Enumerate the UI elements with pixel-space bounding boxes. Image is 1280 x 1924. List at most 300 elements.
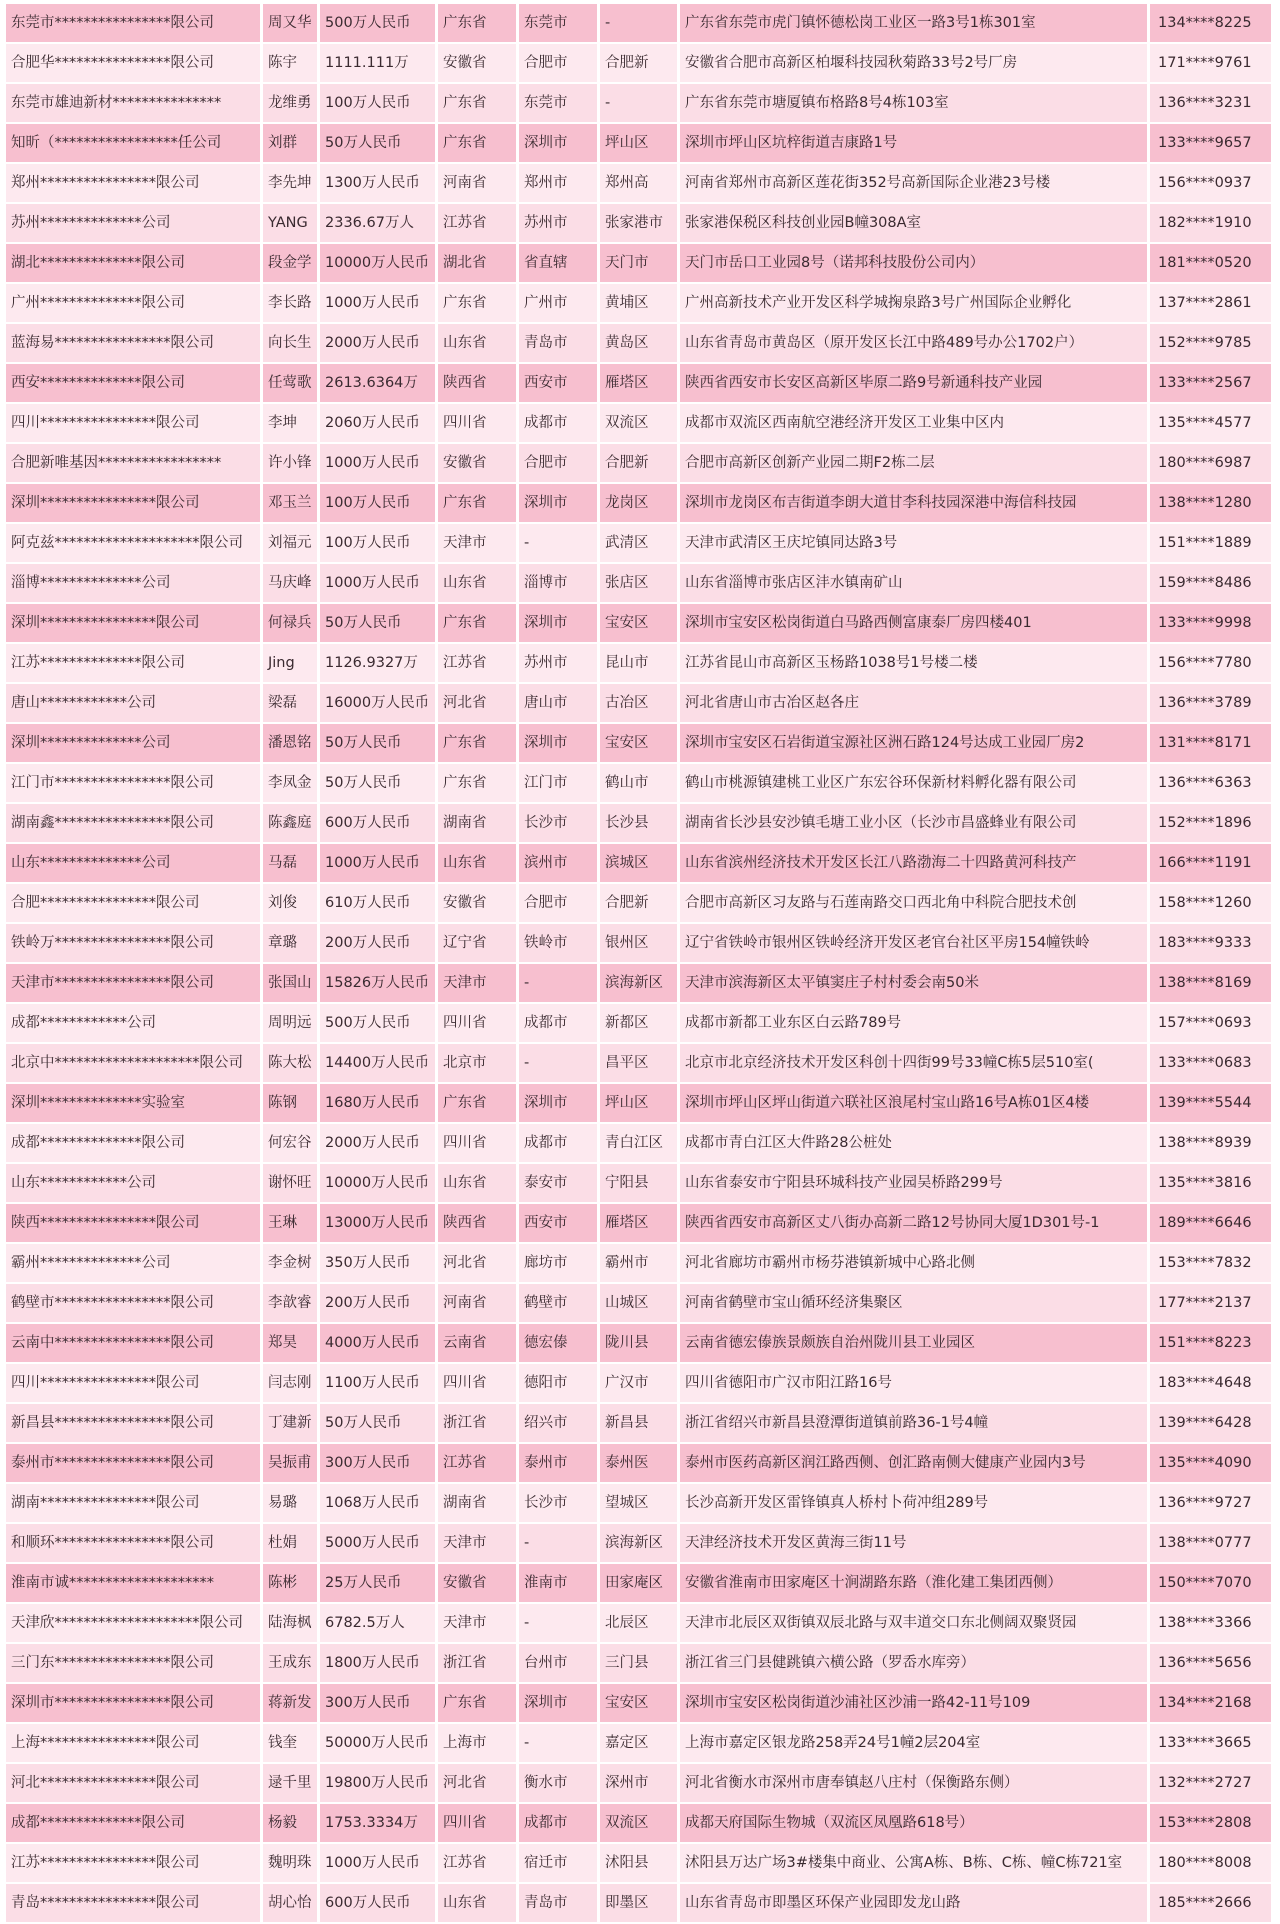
registered-capital-cell: 15826万人民币 — [320, 964, 438, 1004]
registered-capital-cell: 1000万人民币 — [320, 844, 438, 884]
registered-capital-cell: 1000万人民币 — [320, 564, 438, 604]
city-cell: 苏州市 — [519, 644, 600, 684]
address-cell: 陕西省西安市高新区丈八街办高新二路12号协同大厦1D301号-1 — [680, 1204, 1150, 1244]
district-cell: - — [600, 4, 680, 44]
table-row — [6, 1764, 1274, 1804]
city-cell: 泰安市 — [519, 1164, 600, 1204]
city-cell: 郑州市 — [519, 164, 600, 204]
province-cell: 云南省 — [438, 1324, 519, 1364]
address-cell: 广东省东莞市塘厦镇布格路8号4栋103室 — [680, 84, 1150, 124]
province-cell: 山东省 — [438, 1164, 519, 1204]
address-cell: 深圳市宝安区石岩街道宝源社区洲石路124号达成工业园厂房2 — [680, 724, 1150, 764]
city-cell: 西安市 — [519, 1204, 600, 1244]
province-cell: 四川省 — [438, 404, 519, 444]
contact-person-cell: 刘福元 — [263, 524, 320, 564]
registered-capital-cell: 2613.6364万 — [320, 364, 438, 404]
company-cell: 云南中****************限公司 — [6, 1324, 263, 1364]
phone-cell: 139****6428 — [1150, 1404, 1274, 1444]
province-cell: 广东省 — [438, 724, 519, 764]
contact-person-cell: 逯千里 — [263, 1764, 320, 1804]
district-cell: 双流区 — [600, 404, 680, 444]
table-row — [6, 684, 1274, 724]
phone-cell: 151****8223 — [1150, 1324, 1274, 1364]
registered-capital-cell: 1800万人民币 — [320, 1644, 438, 1684]
district-cell: 新都区 — [600, 1004, 680, 1044]
table-row — [6, 724, 1274, 764]
city-cell: - — [519, 964, 600, 1004]
contact-person-cell: 潘恩铭 — [263, 724, 320, 764]
address-cell: 广东省东莞市虎门镇怀德松岗工业区一路3号1栋301室 — [680, 4, 1150, 44]
phone-cell: 152****9785 — [1150, 324, 1274, 364]
city-cell: 青岛市 — [519, 324, 600, 364]
contact-person-cell: 李歆睿 — [263, 1284, 320, 1324]
table-row — [6, 1724, 1274, 1764]
district-cell: 霸州市 — [600, 1244, 680, 1284]
table-row — [6, 1684, 1274, 1724]
table-row — [6, 1124, 1274, 1164]
table-body — [6, 4, 1274, 1924]
company-cell: 泰州市****************限公司 — [6, 1444, 263, 1484]
contact-person-cell: 陈鑫庭 — [263, 804, 320, 844]
city-cell: 德宏傣 — [519, 1324, 600, 1364]
district-cell: 三门县 — [600, 1644, 680, 1684]
address-cell: 北京市北京经济技术开发区科创十四街99号33幢C栋5层510室( — [680, 1044, 1150, 1084]
phone-cell: 133****9657 — [1150, 124, 1274, 164]
district-cell: 宝安区 — [600, 724, 680, 764]
address-cell: 合肥市高新区习友路与石莲南路交口西北角中科院合肥技术创 — [680, 884, 1150, 924]
company-cell: 合肥新唯基因***************** — [6, 444, 263, 484]
district-cell: 田家庵区 — [600, 1564, 680, 1604]
phone-cell: 171****9761 — [1150, 44, 1274, 84]
registered-capital-cell: 10000万人民币 — [320, 244, 438, 284]
phone-cell: 135****3816 — [1150, 1164, 1274, 1204]
table-row — [6, 124, 1274, 164]
contact-person-cell: 王琳 — [263, 1204, 320, 1244]
phone-cell: 139****5544 — [1150, 1084, 1274, 1124]
province-cell: 四川省 — [438, 1124, 519, 1164]
registered-capital-cell: 13000万人民币 — [320, 1204, 438, 1244]
address-cell: 江苏省昆山市高新区玉杨路1038号1号楼二楼 — [680, 644, 1150, 684]
table-row — [6, 1644, 1274, 1684]
district-cell: 新昌县 — [600, 1404, 680, 1444]
registered-capital-cell: 2060万人民币 — [320, 404, 438, 444]
city-cell: 省直辖 — [519, 244, 600, 284]
contact-person-cell: 段金学 — [263, 244, 320, 284]
city-cell: 成都市 — [519, 1804, 600, 1844]
registered-capital-cell: 1000万人民币 — [320, 284, 438, 324]
registered-capital-cell: 300万人民币 — [320, 1444, 438, 1484]
registered-capital-cell: 50万人民币 — [320, 1404, 438, 1444]
address-cell: 辽宁省铁岭市银州区铁岭经济开发区老官台社区平房154幢铁岭 — [680, 924, 1150, 964]
district-cell: 山城区 — [600, 1284, 680, 1324]
registered-capital-cell: 200万人民币 — [320, 1284, 438, 1324]
province-cell: 广东省 — [438, 84, 519, 124]
city-cell: 淮南市 — [519, 1564, 600, 1604]
company-cell: 湖北**************限公司 — [6, 244, 263, 284]
registered-capital-cell: 19800万人民币 — [320, 1764, 438, 1804]
company-cell: 陕西****************限公司 — [6, 1204, 263, 1244]
district-cell: 合肥新 — [600, 44, 680, 84]
registered-capital-cell: 350万人民币 — [320, 1244, 438, 1284]
company-cell: 淄博**************公司 — [6, 564, 263, 604]
registered-capital-cell: 1100万人民币 — [320, 1364, 438, 1404]
city-cell: 滨州市 — [519, 844, 600, 884]
city-cell: 鹤壁市 — [519, 1284, 600, 1324]
company-cell: 阿克兹********************限公司 — [6, 524, 263, 564]
address-cell: 深圳市宝安区松岗街道白马路西侧富康泰厂房四楼401 — [680, 604, 1150, 644]
company-cell: 东莞市****************限公司 — [6, 4, 263, 44]
phone-cell: 183****9333 — [1150, 924, 1274, 964]
district-cell: 合肥新 — [600, 444, 680, 484]
company-cell: 和顺环****************限公司 — [6, 1524, 263, 1564]
province-cell: 广东省 — [438, 284, 519, 324]
company-cell: 郑州****************限公司 — [6, 164, 263, 204]
province-cell: 河南省 — [438, 1284, 519, 1324]
province-cell: 广东省 — [438, 4, 519, 44]
district-cell: 沭阳县 — [600, 1844, 680, 1884]
table-row — [6, 564, 1274, 604]
province-cell: 四川省 — [438, 1804, 519, 1844]
company-cell: 天津市****************限公司 — [6, 964, 263, 1004]
contact-person-cell: 邓玉兰 — [263, 484, 320, 524]
address-cell: 安徽省淮南市田家庵区十涧湖路东路（淮化建工集团西侧） — [680, 1564, 1150, 1604]
table-row — [6, 284, 1274, 324]
phone-cell: 136****6363 — [1150, 764, 1274, 804]
district-cell: 长沙县 — [600, 804, 680, 844]
address-cell: 云南省德宏傣族景颇族自治州陇川县工业园区 — [680, 1324, 1150, 1364]
phone-cell: 185****2666 — [1150, 1884, 1274, 1924]
phone-cell: 183****4648 — [1150, 1364, 1274, 1404]
registered-capital-cell: 50万人民币 — [320, 764, 438, 804]
city-cell: 淄博市 — [519, 564, 600, 604]
city-cell: 苏州市 — [519, 204, 600, 244]
registered-capital-cell: 100万人民币 — [320, 484, 438, 524]
table-row — [6, 4, 1274, 44]
district-cell: 滨海新区 — [600, 964, 680, 1004]
city-cell: 青岛市 — [519, 1884, 600, 1924]
phone-cell: 177****2137 — [1150, 1284, 1274, 1324]
province-cell: 天津市 — [438, 524, 519, 564]
company-cell: 合肥****************限公司 — [6, 884, 263, 924]
table-row — [6, 1404, 1274, 1444]
contact-person-cell: 任莺歌 — [263, 364, 320, 404]
contact-person-cell: 李凤金 — [263, 764, 320, 804]
district-cell: 滨海新区 — [600, 1524, 680, 1564]
registered-capital-cell: 610万人民币 — [320, 884, 438, 924]
contact-person-cell: 魏明珠 — [263, 1844, 320, 1884]
city-cell: 铁岭市 — [519, 924, 600, 964]
company-cell: 湖南****************限公司 — [6, 1484, 263, 1524]
city-cell: 合肥市 — [519, 444, 600, 484]
table-row — [6, 1164, 1274, 1204]
province-cell: 河北省 — [438, 1764, 519, 1804]
city-cell: 广州市 — [519, 284, 600, 324]
city-cell: 泰州市 — [519, 1444, 600, 1484]
registered-capital-cell: 2336.67万人 — [320, 204, 438, 244]
address-cell: 天门市岳口工业园8号（诺邦科技股份公司内） — [680, 244, 1150, 284]
table-row — [6, 444, 1274, 484]
registered-capital-cell: 100万人民币 — [320, 84, 438, 124]
contact-person-cell: 刘群 — [263, 124, 320, 164]
province-cell: 陕西省 — [438, 364, 519, 404]
province-cell: 安徽省 — [438, 444, 519, 484]
phone-cell: 138****0777 — [1150, 1524, 1274, 1564]
province-cell: 浙江省 — [438, 1404, 519, 1444]
province-cell: 湖南省 — [438, 804, 519, 844]
company-cell: 西安**************限公司 — [6, 364, 263, 404]
registered-capital-cell: 6782.5万人 — [320, 1604, 438, 1644]
company-cell: 知昕（*****************任公司 — [6, 124, 263, 164]
phone-cell: 138****8939 — [1150, 1124, 1274, 1164]
phone-cell: 133****2567 — [1150, 364, 1274, 404]
table-row — [6, 804, 1274, 844]
registered-capital-cell: 200万人民币 — [320, 924, 438, 964]
contact-person-cell: 王成东 — [263, 1644, 320, 1684]
district-cell: 嘉定区 — [600, 1724, 680, 1764]
registered-capital-cell: 500万人民币 — [320, 1004, 438, 1044]
registered-capital-cell: 16000万人民币 — [320, 684, 438, 724]
company-cell: 山东**************公司 — [6, 844, 263, 884]
address-cell: 天津市武清区王庆坨镇同达路3号 — [680, 524, 1150, 564]
city-cell: 深圳市 — [519, 724, 600, 764]
company-cell: 河北****************限公司 — [6, 1764, 263, 1804]
city-cell: 深圳市 — [519, 484, 600, 524]
company-cell: 新昌县****************限公司 — [6, 1404, 263, 1444]
address-cell: 泰州市医药高新区润江路西侧、创汇路南侧大健康产业园内3号 — [680, 1444, 1150, 1484]
contact-person-cell: 胡心怡 — [263, 1884, 320, 1924]
contact-person-cell: 陆海枫 — [263, 1604, 320, 1644]
phone-cell: 150****7070 — [1150, 1564, 1274, 1604]
contact-person-cell: 陈大松 — [263, 1044, 320, 1084]
table-row — [6, 1604, 1274, 1644]
city-cell: - — [519, 524, 600, 564]
district-cell: 武清区 — [600, 524, 680, 564]
contact-person-cell: 郑昊 — [263, 1324, 320, 1364]
city-cell: 长沙市 — [519, 804, 600, 844]
company-cell: 东莞市雄迪新材*************** — [6, 84, 263, 124]
phone-cell: 151****1889 — [1150, 524, 1274, 564]
table-row — [6, 84, 1274, 124]
contact-person-cell: 马磊 — [263, 844, 320, 884]
company-cell: 深圳****************限公司 — [6, 604, 263, 644]
district-cell: 黄埔区 — [600, 284, 680, 324]
contact-person-cell: 张国山 — [263, 964, 320, 1004]
table-row — [6, 1284, 1274, 1324]
address-cell: 长沙高新开发区雷锋镇真人桥村卜荷冲组289号 — [680, 1484, 1150, 1524]
company-cell: 蓝海易****************限公司 — [6, 324, 263, 364]
address-cell: 湖南省长沙县安沙镇毛塘工业小区（长沙市昌盛蜂业有限公司 — [680, 804, 1150, 844]
address-cell: 山东省滨州经济技术开发区长江八路渤海二十四路黄河科技产 — [680, 844, 1150, 884]
city-cell: 深圳市 — [519, 1684, 600, 1724]
province-cell: 江苏省 — [438, 204, 519, 244]
province-cell: 山东省 — [438, 324, 519, 364]
table-row — [6, 1564, 1274, 1604]
city-cell: 长沙市 — [519, 1484, 600, 1524]
district-cell: 望城区 — [600, 1484, 680, 1524]
address-cell: 浙江省绍兴市新昌县澄潭街道镇前路36-1号4幢 — [680, 1404, 1150, 1444]
city-cell: 绍兴市 — [519, 1404, 600, 1444]
address-cell: 成都市青白江区大件路28公桩处 — [680, 1124, 1150, 1164]
contact-person-cell: 蒋新发 — [263, 1684, 320, 1724]
table-row — [6, 524, 1274, 564]
table-row — [6, 604, 1274, 644]
table-row — [6, 324, 1274, 364]
table-row — [6, 844, 1274, 884]
company-cell: 江门市****************限公司 — [6, 764, 263, 804]
table-row — [6, 1444, 1274, 1484]
registered-capital-cell: 1753.3334万 — [320, 1804, 438, 1844]
address-cell: 深圳市坪山区坪山街道六联社区浪尾村宝山路16号A栋01区4楼 — [680, 1084, 1150, 1124]
district-cell: 张店区 — [600, 564, 680, 604]
table-row — [6, 1204, 1274, 1244]
address-cell: 广州高新技术产业开发区科学城掬泉路3号广州国际企业孵化 — [680, 284, 1150, 324]
contact-person-cell: 杨毅 — [263, 1804, 320, 1844]
city-cell: 成都市 — [519, 1124, 600, 1164]
phone-cell: 182****1910 — [1150, 204, 1274, 244]
phone-cell: 138****3366 — [1150, 1604, 1274, 1644]
contact-person-cell: 陈彬 — [263, 1564, 320, 1604]
address-cell: 陕西省西安市长安区高新区毕原二路9号新通科技产业园 — [680, 364, 1150, 404]
contact-person-cell: 向长生 — [263, 324, 320, 364]
district-cell: 昌平区 — [600, 1044, 680, 1084]
company-cell: 深圳****************限公司 — [6, 484, 263, 524]
city-cell: 宿迁市 — [519, 1844, 600, 1884]
province-cell: 四川省 — [438, 1004, 519, 1044]
address-cell: 河北省廊坊市霸州市杨芬港镇新城中心路北侧 — [680, 1244, 1150, 1284]
company-cell: 湖南鑫****************限公司 — [6, 804, 263, 844]
province-cell: 安徽省 — [438, 884, 519, 924]
phone-cell: 135****4090 — [1150, 1444, 1274, 1484]
district-cell: 坪山区 — [600, 1084, 680, 1124]
company-cell: 广州**************限公司 — [6, 284, 263, 324]
city-cell: 东莞市 — [519, 4, 600, 44]
district-cell: 合肥新 — [600, 884, 680, 924]
address-cell: 山东省青岛市黄岛区（原开发区长江中路489号办公1702户） — [680, 324, 1150, 364]
province-cell: 广东省 — [438, 764, 519, 804]
table-row — [6, 244, 1274, 284]
registered-capital-cell: 1111.111万 — [320, 44, 438, 84]
address-cell: 天津市滨海新区太平镇窦庄子村村委会南50米 — [680, 964, 1150, 1004]
district-cell: 宁阳县 — [600, 1164, 680, 1204]
registered-capital-cell: 25万人民币 — [320, 1564, 438, 1604]
contact-person-cell: 丁建新 — [263, 1404, 320, 1444]
company-cell: 唐山************公司 — [6, 684, 263, 724]
address-cell: 成都市新都工业东区白云路789号 — [680, 1004, 1150, 1044]
province-cell: 天津市 — [438, 964, 519, 1004]
table-row — [6, 1364, 1274, 1404]
registered-capital-cell: 600万人民币 — [320, 1884, 438, 1924]
company-cell: 青岛****************限公司 — [6, 1884, 263, 1924]
registered-capital-cell: 600万人民币 — [320, 804, 438, 844]
district-cell: 宝安区 — [600, 1684, 680, 1724]
province-cell: 湖北省 — [438, 244, 519, 284]
registered-capital-cell: 1000万人民币 — [320, 444, 438, 484]
company-cell: 四川****************限公司 — [6, 404, 263, 444]
phone-cell: 133****9998 — [1150, 604, 1274, 644]
address-cell: 深圳市坪山区坑梓街道吉康路1号 — [680, 124, 1150, 164]
table-row — [6, 1084, 1274, 1124]
phone-cell: 138****1280 — [1150, 484, 1274, 524]
registered-capital-cell: 50万人民币 — [320, 604, 438, 644]
province-cell: 安徽省 — [438, 44, 519, 84]
company-table — [6, 4, 1274, 1924]
province-cell: 山东省 — [438, 844, 519, 884]
province-cell: 安徽省 — [438, 1564, 519, 1604]
contact-person-cell: 李长路 — [263, 284, 320, 324]
registered-capital-cell: 5000万人民币 — [320, 1524, 438, 1564]
city-cell: 唐山市 — [519, 684, 600, 724]
province-cell: 江苏省 — [438, 1444, 519, 1484]
phone-cell: 136****3789 — [1150, 684, 1274, 724]
contact-person-cell: 谢怀旺 — [263, 1164, 320, 1204]
company-cell: 深圳市****************限公司 — [6, 1684, 263, 1724]
district-cell: 宝安区 — [600, 604, 680, 644]
address-cell: 安徽省合肥市高新区柏堰科技园秋菊路33号2号厂房 — [680, 44, 1150, 84]
district-cell: 深州市 — [600, 1764, 680, 1804]
district-cell: 泰州医 — [600, 1444, 680, 1484]
registered-capital-cell: 300万人民币 — [320, 1684, 438, 1724]
address-cell: 河北省衡水市深州市唐奉镇赵八庄村（保衡路东侧） — [680, 1764, 1150, 1804]
registered-capital-cell: 50000万人民币 — [320, 1724, 438, 1764]
province-cell: 广东省 — [438, 1684, 519, 1724]
contact-person-cell: 梁磊 — [263, 684, 320, 724]
district-cell: 昆山市 — [600, 644, 680, 684]
phone-cell: 158****1260 — [1150, 884, 1274, 924]
address-cell: 河北省唐山市古冶区赵各庄 — [680, 684, 1150, 724]
district-cell: 张家港市 — [600, 204, 680, 244]
contact-person-cell: 龙维勇 — [263, 84, 320, 124]
company-table-sheet — [6, 4, 1274, 1924]
phone-cell: 137****2861 — [1150, 284, 1274, 324]
company-cell: 江苏**************限公司 — [6, 644, 263, 684]
company-cell: 深圳**************实验室 — [6, 1084, 263, 1124]
province-cell: 广东省 — [438, 484, 519, 524]
registered-capital-cell: 2000万人民币 — [320, 1124, 438, 1164]
province-cell: 上海市 — [438, 1724, 519, 1764]
contact-person-cell: 马庆峰 — [263, 564, 320, 604]
company-cell: 天津欣********************限公司 — [6, 1604, 263, 1644]
contact-person-cell: 杜娟 — [263, 1524, 320, 1564]
table-row — [6, 1004, 1274, 1044]
district-cell: 黄岛区 — [600, 324, 680, 364]
address-cell: 浙江省三门县健跳镇六横公路（罗岙水库旁） — [680, 1644, 1150, 1684]
company-cell: 北京中********************限公司 — [6, 1044, 263, 1084]
province-cell: 四川省 — [438, 1364, 519, 1404]
province-cell: 陕西省 — [438, 1204, 519, 1244]
province-cell: 河北省 — [438, 684, 519, 724]
table-row — [6, 924, 1274, 964]
district-cell: - — [600, 84, 680, 124]
phone-cell: 180****6987 — [1150, 444, 1274, 484]
company-cell: 铁岭万****************限公司 — [6, 924, 263, 964]
city-cell: 成都市 — [519, 404, 600, 444]
contact-person-cell: 何宏谷 — [263, 1124, 320, 1164]
district-cell: 青白江区 — [600, 1124, 680, 1164]
province-cell: 湖南省 — [438, 1484, 519, 1524]
city-cell: - — [519, 1604, 600, 1644]
district-cell: 鹤山市 — [600, 764, 680, 804]
city-cell: 合肥市 — [519, 44, 600, 84]
table-row — [6, 1804, 1274, 1844]
phone-cell: 152****1896 — [1150, 804, 1274, 844]
district-cell: 坪山区 — [600, 124, 680, 164]
table-row — [6, 1244, 1274, 1284]
table-row — [6, 1324, 1274, 1364]
province-cell: 广东省 — [438, 604, 519, 644]
district-cell: 天门市 — [600, 244, 680, 284]
table-row — [6, 364, 1274, 404]
city-cell: - — [519, 1724, 600, 1764]
